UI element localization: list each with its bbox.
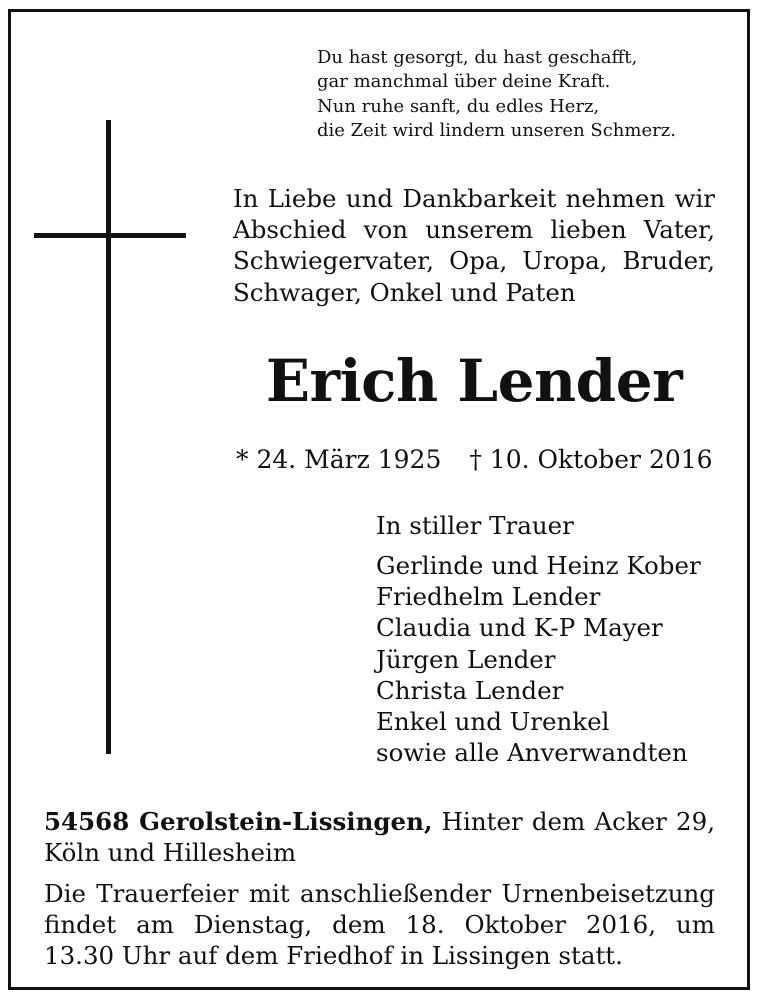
farewell-text	[233, 183, 715, 308]
mourner-name: Jürgen Lender	[376, 644, 556, 674]
poem-line: die Zeit wird lindern unseren Schmerz.	[317, 119, 676, 141]
mourner-name: Enkel und Urenkel	[376, 707, 610, 737]
mourner-name: Friedhelm Lender	[376, 582, 601, 612]
mourners-list	[376, 511, 701, 768]
poem-line: gar manchmal über deine Kraft.	[317, 71, 611, 93]
poem-line: Du hast gesorgt, du hast geschafft,	[317, 47, 638, 68]
ceremony-notice	[44, 878, 715, 971]
life-dates	[236, 444, 713, 476]
mourner-name: Claudia und K-P Mayer	[376, 613, 663, 643]
poem	[317, 46, 676, 143]
farewell-line: In Liebe und Dankbarkeit nehmen wir	[233, 184, 715, 213]
farewell-line: Schwager, Onkel und Paten	[233, 277, 576, 307]
mourners-heading: In stiller Trauer	[376, 511, 574, 540]
ceremony-line: Die Trauerfeier mit anschließender Urnenbeisetzung	[44, 879, 715, 908]
death-date: † 10. Oktober 2016	[469, 445, 713, 474]
mourner-name: Christa Lender	[376, 675, 564, 705]
address-line-2: Köln und Hillesheim	[44, 838, 297, 867]
address-street: Hinter dem Acker 29,	[441, 807, 716, 836]
farewell-line: Abschied von unserem lieben Vater,	[233, 215, 715, 245]
mourner-name: Gerlinde und Heinz Kober	[376, 551, 701, 580]
birth-date: * 24. März 1925	[236, 445, 442, 474]
address-line	[44, 806, 715, 837]
ceremony-line: 13.30 Uhr auf dem Friedhof in Lissingen statt.	[44, 941, 623, 970]
farewell-line: Schwiegervater, Opa, Uropa, Bruder,	[233, 246, 715, 276]
family-address	[44, 806, 715, 868]
cross-icon	[106, 120, 111, 754]
poem-line: Nun ruhe sanft, du edles Herz,	[317, 95, 600, 117]
deceased-name: Erich Lender	[265, 347, 683, 415]
address-place: 54568 Gerolstein-Lissingen,	[44, 807, 433, 836]
ceremony-line: findet am Dienstag, dem 18. Oktober 2016, um	[44, 910, 715, 939]
mourner-name: sowie alle Anverwandten	[376, 738, 688, 768]
cross-icon-bar	[34, 233, 186, 238]
